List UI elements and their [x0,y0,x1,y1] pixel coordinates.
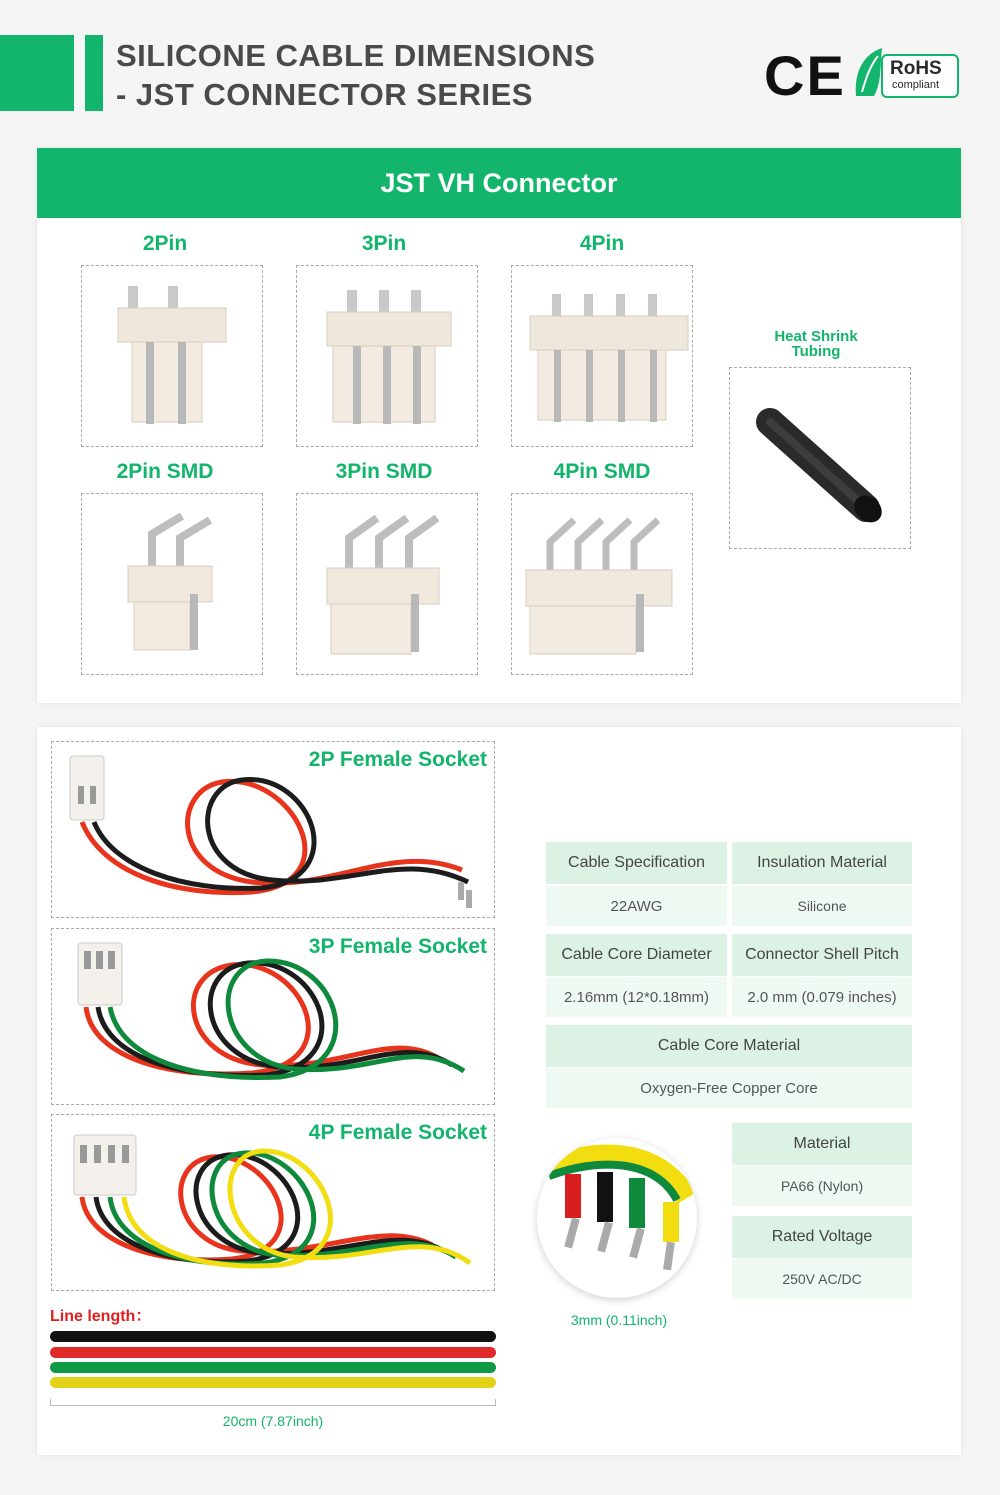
smd-image-2pin [81,493,263,675]
pin-label-2pin: 2Pin [142,232,188,255]
spec-val-material: PA66 (Nylon) [732,1166,912,1206]
socket-title-3p: 3P Female Socket [308,935,487,958]
straight-connector-icon [512,266,692,446]
heat-shrink-label-line1: Heat Shrink [774,328,858,345]
stripped-wire-tips-icon [537,1138,697,1298]
line-length-label: Line length： [50,1308,152,1325]
spec-head-core-material: Cable Core Material [546,1025,912,1067]
spec-head-insulation: Insulation Material [732,842,912,884]
smd-label-3pin: 3Pin SMD [335,460,433,483]
spec-head-voltage: Rated Voltage [732,1216,912,1258]
spec-head-cable-spec: Cable Specification [546,842,727,884]
line-stripe-yellow [50,1377,496,1388]
connector-image-2pin [81,265,263,447]
socket-panel-2p [51,741,495,918]
ce-mark-logo: CE [764,44,846,107]
connector-section-title: JST VH Connector [37,148,961,218]
rohs-title: RoHS [890,58,942,79]
smd-image-4pin [511,493,693,675]
connector-image-3pin [296,265,478,447]
heat-shrink-label [726,329,906,359]
rohs-subtitle: compliant [892,79,940,91]
rohs-badge [852,46,960,100]
heat-shrink-tube-icon [730,368,910,548]
spec-val-pitch: 2.0 mm (0.079 inches) [732,977,912,1017]
spec-val-voltage: 250V AC/DC [732,1259,912,1299]
pin-label-4pin: 4Pin [579,232,625,255]
heat-shrink-image [729,367,911,549]
page-title-line2: - JST CONNECTOR SERIES [116,77,533,112]
page-title-line1: SILICONE CABLE DIMENSIONS [116,38,596,73]
smd-image-3pin [296,493,478,675]
length-dimension-bracket [50,1399,496,1406]
smd-label-4pin: 4Pin SMD [553,460,651,483]
header-bar-left [0,35,74,111]
smd-connector-icon [82,494,262,674]
smd-connector-icon [512,494,692,674]
line-stripe-black [50,1331,496,1342]
socket-panel-3p [51,928,495,1105]
straight-connector-icon [297,266,477,446]
cable-2p-icon [52,742,494,917]
line-stripe-green [50,1362,496,1373]
smd-label-2pin: 2Pin SMD [116,460,214,483]
cable-4p-icon [52,1115,494,1290]
spec-head-core-diameter: Cable Core Diameter [546,934,727,976]
strip-length-caption: 3mm (0.11inch) [570,1312,668,1328]
pin-label-3pin: 3Pin [361,232,407,255]
page-title [116,36,595,114]
socket-panel-4p [51,1114,495,1291]
line-stripe-red [50,1347,496,1358]
spec-val-core-diameter: 2.16mm (12*0.18mm) [546,977,727,1017]
spec-val-cable-spec: 22AWG [546,886,727,926]
smd-connector-icon [297,494,477,674]
socket-title-2p: 2P Female Socket [308,748,487,771]
wire-tips-image [537,1138,697,1298]
header-bar-right [85,35,103,111]
spec-head-material: Material [732,1123,912,1165]
heat-shrink-label-line2: Tubing [791,343,841,360]
connector-image-4pin [511,265,693,447]
socket-title-4p: 4P Female Socket [308,1121,487,1144]
spec-val-insulation: Silicone [732,886,912,926]
line-length-value: 20cm (7.87inch) [222,1413,324,1429]
cable-3p-icon [52,929,494,1104]
spec-head-pitch: Connector Shell Pitch [732,934,912,976]
spec-val-core-material: Oxygen-Free Copper Core [546,1068,912,1108]
straight-connector-icon [82,266,262,446]
